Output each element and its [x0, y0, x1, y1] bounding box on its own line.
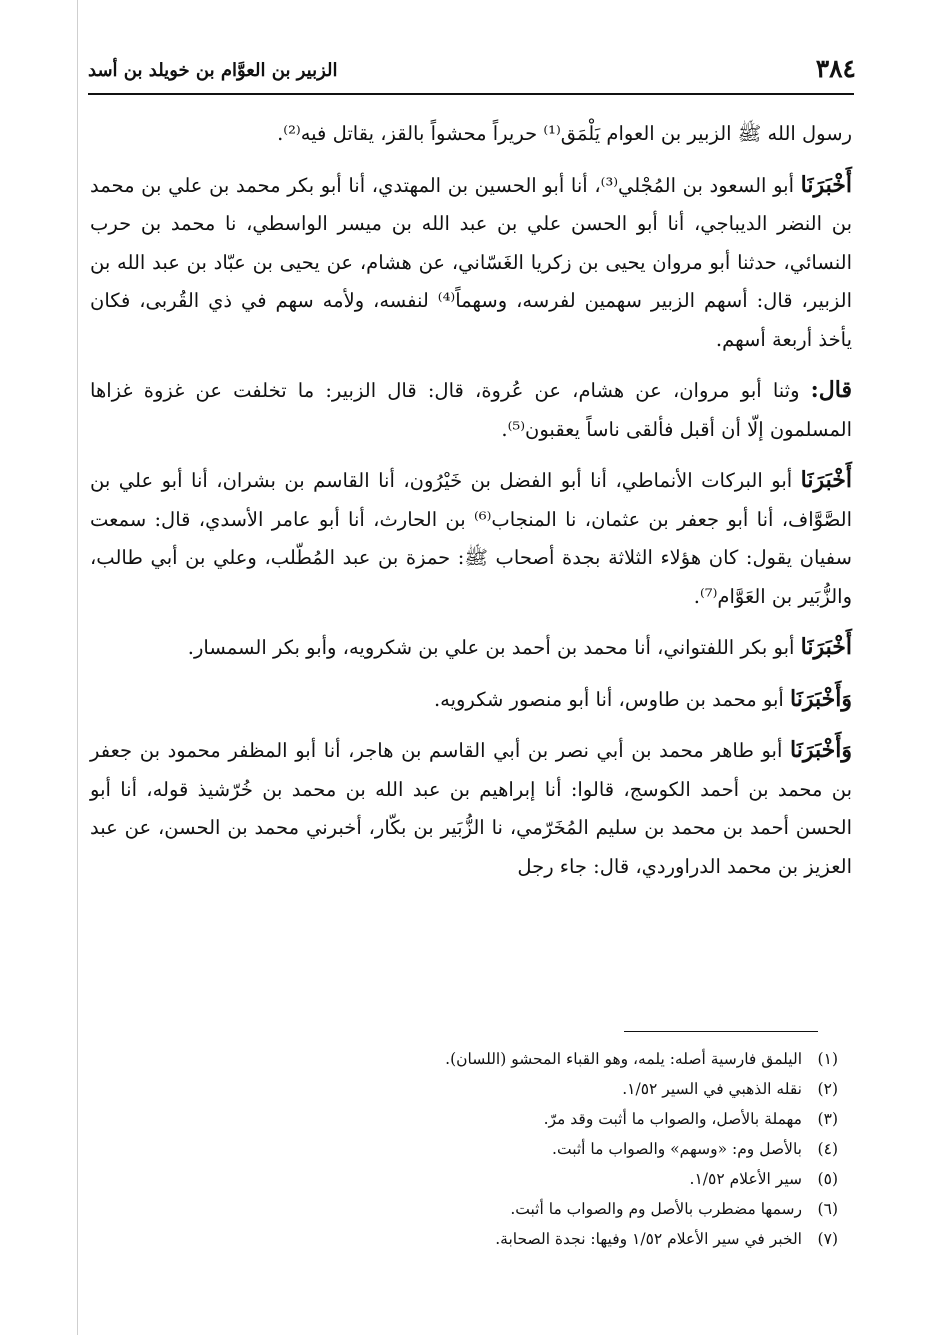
paragraph-text: أبو طاهر محمد بن أبي نصر بن أبي القاسم بن هاجر، أنا أبو المظفر محمود بن جعفر بن محمد بن أحمد الكوسج، قالوا: أنا إبراهيم بن عبد الله بن محمد بن خُرّشيذ قوله، أنا أبو الحسن أحمد بن محمد بن سليم المُخَرّمي، نا الزُّبَير بن بكّار، أخبرني محمد بن الحسن، عن عبد العزيز بن محمد الدراوردي، قال: جاء رجل: [90, 739, 852, 878]
paragraph-lead: وَأَخْبَرَنَا: [790, 685, 852, 712]
footnote: [90, 1194, 838, 1224]
footnote: [90, 1044, 838, 1074]
footnote-text: نقله الذهبي في السير ١/٥٢.: [622, 1080, 802, 1098]
paragraph-text: أبو السعود بن المُجْلي⁽³⁾، أنا أبو الحسين بن المهتدي، أنا أبو بكر محمد بن علي بن محمد بن النضر الديباجي، أنا أبو الحسن علي بن عبد الله بن ميسر الواسطي، نا محمد بن حرب النسائي، حدثنا أبو مروان يحيى بن زكريا الغَسّاني، عن هشام، عن يحيى بن عبّاد بن عبد الله بن الزبير، قال: أسهم الزبير سهمين لفرسه، وسهماً⁽⁴⁾ لنفسه، ولأمه سهم في ذي القُربى، فكان يأخذ أربعة أسهم.: [90, 173, 852, 351]
footnotes: [90, 1044, 838, 1254]
paragraph-text: رسول الله ﷺ الزبير بن العوام يَلْمَق⁽¹⁾ حريراً محشواً بالقز، يقاتل فيه⁽²⁾.: [277, 122, 852, 145]
paragraph-text: أبو بكر اللفتواني، أنا محمد بن أحمد بن علي بن شكرويه، وأبو بكر السمسار.: [187, 636, 801, 659]
footnote: [90, 1164, 838, 1194]
paragraph: [90, 114, 852, 154]
footnote: [90, 1104, 838, 1134]
paragraph: [90, 680, 852, 720]
page-number: ٣٨٤: [815, 54, 856, 83]
scan-edge-line: [77, 0, 78, 1335]
footnote-text: مهملة بالأصل، والصواب ما أثبت وقد مرّ.: [543, 1110, 802, 1128]
footnote-text: بالأصل وم: «وسهم» والصواب ما أثبت.: [552, 1140, 802, 1158]
paragraph: [90, 628, 852, 668]
paragraph-text: أبو محمد بن طاوس، أنا أبو منصور شكرويه.: [433, 687, 791, 711]
paragraph-lead: وَأَخْبَرَنَا: [790, 737, 852, 763]
paragraph: [90, 371, 852, 449]
footnote-text: سير الأعلام ١/٥٢.: [689, 1170, 802, 1188]
paragraph-lead: قال:: [810, 377, 852, 403]
footnote-text: الخبر في سير الأعلام ١/٥٢ وفيها: نجدة الصحابة.: [495, 1230, 802, 1248]
footnote-text: رسمها مضطرب بالأصل وم والصواب ما أثبت.: [510, 1200, 802, 1218]
footnote-number: (٧): [817, 1230, 838, 1248]
footnote-number: (٦): [817, 1200, 838, 1218]
paragraph: [90, 166, 852, 360]
paragraph-text: وثنا أبو مروان، عن هشام، عن عُروة، قال: قال الزبير: ما تخلفت عن غزوة غزاها المسلمون إلّا أن أقبل فألقى ناساً يعقبون⁽⁵⁾.: [90, 379, 852, 441]
main-text: [90, 114, 852, 898]
page-header: [88, 48, 856, 92]
footnote-number: (٣): [817, 1110, 838, 1128]
paragraph: [90, 731, 852, 886]
paragraph-text: أبو البركات الأنماطي، أنا أبو الفضل بن خَيْرُون، أنا القاسم بن بشران، أنا أبو علي بن الصَّوَّاف، أنا أبو جعفر بن عثمان، نا المنجاب⁽⁶⁾ بن الحارث، أنا أبو عامر الأسدي، قال: سمعت سفيان يقول: كان هؤلاء الثلاثة بجدة أصحاب ﷺ: حمزة بن عبد المُطّلب، وعلي بن أبي طالب، والزُّبَير بن العَوَّام⁽⁷⁾.: [90, 469, 852, 608]
footnote: [90, 1074, 838, 1104]
footnote-number: (٤): [817, 1140, 838, 1158]
footnote-number: (٥): [817, 1170, 838, 1188]
header-rule: [88, 93, 854, 95]
paragraph: [90, 461, 852, 616]
footnote-separator: [624, 1031, 818, 1032]
footnote-number: (١): [817, 1050, 838, 1068]
footnote: [90, 1134, 838, 1164]
footnote-text: اليلمق فارسية أصله: يلمه، وهو القباء المحشو (اللسان).: [445, 1050, 802, 1068]
paragraph-lead: أَخْبَرَنَا: [800, 467, 852, 493]
footnote: [90, 1224, 838, 1254]
running-title: الزبير بن العوَّام بن خويلد بن أسد: [88, 60, 338, 81]
paragraph-lead: أَخْبَرَنَا: [800, 634, 852, 660]
footnote-number: (٢): [817, 1080, 838, 1098]
paragraph-lead: أَخْبَرَنَا: [800, 171, 852, 198]
